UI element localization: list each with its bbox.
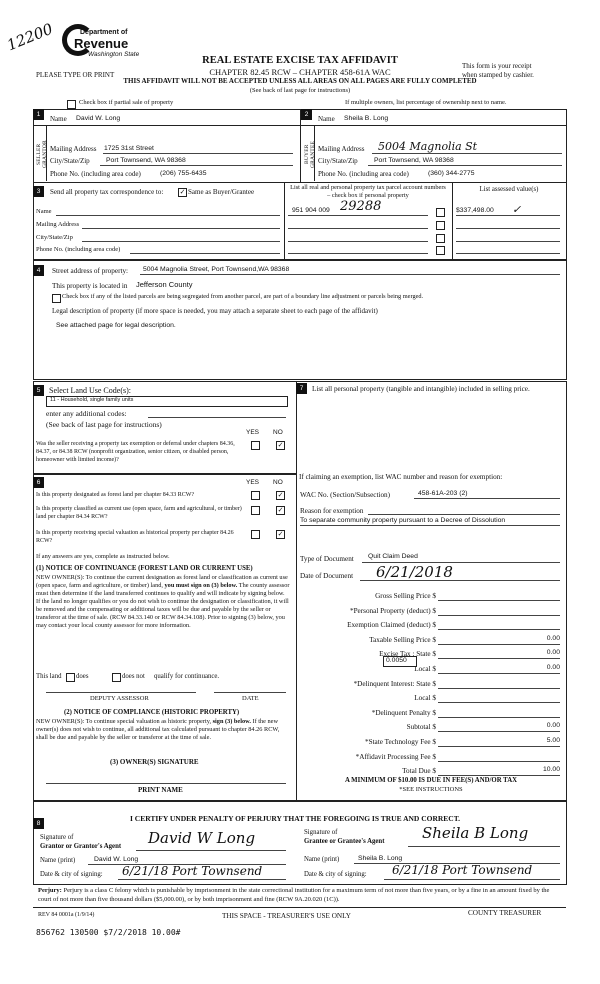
located-label: This property is located in <box>52 282 128 290</box>
s3-phone-label: Phone No. (including area code) <box>36 246 121 253</box>
perjury-label: Perjury: <box>38 887 62 894</box>
personal-property-checkbox-1[interactable] <box>436 208 445 217</box>
please-type-note: PLEASE TYPE OR PRINT <box>36 71 115 79</box>
reason-line-2 <box>300 525 560 526</box>
if-yes-instruction: If any answers are yes, complete as instructed below. <box>36 553 170 560</box>
buyer-side-rule <box>314 125 315 181</box>
section-1-number: 1 <box>33 109 44 120</box>
forest-yes-checkbox[interactable] <box>251 491 260 500</box>
grantee-date-line <box>384 879 560 880</box>
fee-value-12[interactable]: 10.00 <box>542 766 560 774</box>
notice1-body-a: NEW OWNER(S): To continue the current designation as forest land or classification as current use (open space, farm and agriculture, or timber) land, <box>36 574 288 589</box>
exemption-question: Was the seller receiving a property tax exemption or deferral under chapters 84.36, 84.37, or 84.38 RCW (nonprofit organization, senior citizen, or disabled person, homeowner with limited income)? <box>36 441 235 463</box>
fee-line-9 <box>438 731 560 732</box>
section-3-divider-2 <box>452 182 453 259</box>
partial-sale-label: Check box if partial sale of property <box>79 99 174 106</box>
doc-date-label: Date of Document <box>300 572 354 580</box>
section-6 <box>33 474 297 801</box>
s6-no-header: NO <box>273 479 283 486</box>
fee-value-5[interactable]: 0.00 <box>546 664 560 671</box>
see-instructions-note: *SEE INSTRUCTIONS <box>399 786 463 793</box>
notice-compliance-title: (2) NOTICE OF COMPLIANCE (HISTORIC PROPERTY) <box>64 709 240 716</box>
segregated-checkbox[interactable] <box>52 294 61 303</box>
department-of-revenue-logo <box>62 20 150 68</box>
wac-label: WAC No. (Section/Subsection) <box>300 491 391 499</box>
grantor-date-line <box>118 879 286 880</box>
buyer-mail-field[interactable]: 5004 Magnolia St <box>378 140 478 153</box>
grantee-sig-label: Signature of <box>304 829 338 836</box>
receipt-note-2: when stamped by cashier. <box>462 71 534 79</box>
qualify-label: qualify for continuance. <box>154 673 220 680</box>
fee-label-0: Gross Selling Price $ <box>375 592 436 600</box>
buyer-mail-line <box>372 153 562 154</box>
checkmark-icon: ✓ <box>512 203 522 216</box>
exemption-yes-checkbox[interactable] <box>251 441 260 450</box>
seller-city-line <box>100 165 293 166</box>
forest-no-checkbox[interactable]: ✓ <box>277 491 284 499</box>
seller-mail-label: Mailing Address <box>50 145 97 153</box>
wac-field[interactable]: 458-61A-203 (2) <box>418 490 468 497</box>
reason-line <box>368 514 560 515</box>
notice2-body-a: NEW OWNER(S): To continue special valuation as historic property, <box>36 718 212 725</box>
grantee-agent-label: Grantee or Grantee's Agent <box>304 838 385 845</box>
wac-line <box>414 498 560 499</box>
historic-yes-checkbox[interactable] <box>251 530 260 539</box>
current-use-question: Is this property classified as current use (open space, farm and agricultural, or timber) land per chapter 84.34 RCW? <box>36 506 242 520</box>
fee-line-5 <box>438 673 560 674</box>
legal-description-label: Legal description of property (if more space is needed, you may attach a separate sheet to each page of the affidavit) <box>52 307 378 315</box>
assessor-date-line[interactable] <box>214 692 286 693</box>
parcel-handwritten: 29288 <box>340 199 382 214</box>
buyer-phone-field[interactable]: (360) 344-2775 <box>428 170 475 177</box>
fee-value-3[interactable]: 0.00 <box>546 634 560 642</box>
owner-signature-label: (3) OWNER(S) SIGNATURE <box>110 758 199 766</box>
seller-mail-field[interactable]: 1725 31st Street <box>104 145 154 152</box>
form-title: REAL ESTATE EXCISE TAX AFFIDAVIT <box>202 55 398 66</box>
grantor-agent-label: Grantor or Grantor's Agent <box>40 843 122 850</box>
section-3-number: 3 <box>33 186 44 197</box>
county-treasurer-label: COUNTY TREASURER <box>468 909 542 917</box>
parcel-line-3 <box>288 241 428 242</box>
fee-line-2 <box>438 629 560 630</box>
historic-no-checkbox[interactable]: ✓ <box>277 530 284 538</box>
s3-mail-label: Mailing Address <box>36 221 80 228</box>
buyer-mail-label: Mailing Address <box>318 145 365 153</box>
same-as-buyer-checkbox[interactable]: ✓ <box>179 188 186 196</box>
section-7-number: 7 <box>296 383 307 394</box>
section-6-number: 6 <box>33 477 44 488</box>
section-4 <box>33 260 567 380</box>
s5-see-back: (See back of last page for instructions) <box>46 420 162 429</box>
fee-label-10: *State Technology Fee $ <box>364 738 436 746</box>
parcel-number-1[interactable]: 951 904 009 <box>292 207 330 214</box>
fee-label-9: Subtotal $ <box>406 723 436 732</box>
fee-line-4 <box>438 658 560 659</box>
grantee-print-label: Name (print) <box>304 856 340 863</box>
grantor-print-name[interactable]: David W. Long <box>94 856 139 863</box>
notice1-body-b: The county assessor must then determine if the land transferred continues to qualify and will indicate by signing below. If the land no longer qualifies or you do not wish to continue the designation or classification, it will be removed and the compensating or additional taxes will be due and payable by the seller or transferor at the time of sale. (RCW 84.33.140 or RCW 84.34.108). Prior to signing (3) below, you may contact your local county assessor for more information. <box>36 582 290 629</box>
seller-phone-field[interactable]: (206) 755-6435 <box>160 170 207 177</box>
grantor-print-label: Name (print) <box>40 857 76 864</box>
additional-codes-field[interactable] <box>148 417 286 418</box>
fee-label-2: Exemption Claimed (deduct) $ <box>347 621 436 630</box>
doc-type-label: Type of Document <box>300 555 354 563</box>
notice2-body-b: If the new owner(s) does not wish to continue, all additional tax calculated pursuant to chapter 84.26 RCW, shall be due and payable by the seller or transferor at the time of sale. <box>36 718 280 741</box>
grantor-date-city[interactable]: 6/21/18 Port Townsend <box>122 864 263 878</box>
fee-line-10 <box>438 746 560 747</box>
street-address-field[interactable]: 5004 Magnolia Street, Port Townsend,WA 98368 <box>143 266 290 273</box>
form-revision: REV 84 0001a (1/9/14) <box>38 912 95 918</box>
exemption-claim-label: If claiming an exemption, list WAC number and reason for exemption: <box>299 473 503 481</box>
fee-label-7: Local $ <box>414 694 436 703</box>
land-use-value: 11 - Household, single family units <box>50 397 134 403</box>
grantee-print-name[interactable]: Sheila B. Long <box>358 855 403 862</box>
current-use-yes-checkbox[interactable] <box>251 506 260 515</box>
grantee-date-city[interactable]: 6/21/18 Port Townsend <box>392 863 533 877</box>
current-use-no-checkbox[interactable]: ✓ <box>277 506 284 514</box>
street-line <box>140 274 560 275</box>
parcel-line-2 <box>288 228 428 229</box>
fee-value-10[interactable]: 5.00 <box>546 737 560 744</box>
assessed-line-1 <box>456 215 560 216</box>
fee-label-11: *Affidavit Processing Fee $ <box>355 752 436 761</box>
buyer-phone-label: Phone No. (including area code) <box>318 170 409 178</box>
fee-label-5: Local $ <box>414 665 436 673</box>
local-rate-value: 0.0050 <box>386 657 407 664</box>
grantor-date-label: Date & city of signing: <box>40 871 103 878</box>
buyer-city-label: City/State/Zip <box>318 157 358 165</box>
exemption-no-checkbox[interactable]: ✓ <box>277 441 284 449</box>
parties-name-rule <box>33 125 566 126</box>
seller-side-label: SELLER GRANTOR <box>36 140 48 168</box>
doc-date-field[interactable]: 6/21/2018 <box>376 563 453 581</box>
s3-mail-field[interactable] <box>82 228 280 229</box>
personal-property-checkbox-2[interactable] <box>436 221 445 230</box>
does-not-label: does not <box>122 673 145 680</box>
s3-city-label: City/State/Zip <box>36 234 73 241</box>
historic-question: Is this property receiving special valuation as historical property per chapter 84.26 RCW? <box>36 530 234 544</box>
assessed-line-4 <box>456 253 560 254</box>
section-4-number: 4 <box>33 265 44 276</box>
parcel-line-1 <box>288 215 428 216</box>
land-use-label: Select Land Use Code(s): <box>49 386 131 395</box>
grantor-sig-label: Signature of <box>40 834 74 841</box>
form-warning: THIS AFFIDAVIT WILL NOT BE ACCEPTED UNLESS ALL AREAS ON ALL PAGES ARE FULLY COMPLETED <box>123 77 477 85</box>
parcel-line-4 <box>288 253 428 254</box>
seller-city-field[interactable]: Port Townsend, WA 98368 <box>106 157 186 164</box>
buyer-city-line <box>368 165 562 166</box>
grantee-date-label: Date & city of signing: <box>304 871 367 878</box>
s3-name-label: Name <box>36 208 52 215</box>
buyer-name-field[interactable]: Sheila B. Long <box>344 115 389 122</box>
notice2-bold: sign (3) below. <box>212 718 251 725</box>
seller-name-label: Name <box>50 115 67 123</box>
personal-property-checkbox-4[interactable] <box>436 246 445 255</box>
does-label: does <box>76 673 89 680</box>
notice1-bold: you must sign on (3) below. <box>164 582 238 589</box>
multiple-owners-note: If multiple owners, list percentage of ownership next to name. <box>345 99 507 106</box>
fee-line-11 <box>438 761 560 762</box>
corner-handwritten-note: 12200 <box>4 19 56 55</box>
perjury-notice <box>38 886 564 904</box>
agency-line1: Department of <box>80 29 128 36</box>
segregated-label: Check box if any of the listed parcels are being segregated from another parcel, are part of a boundary line adjustment or parcels being merged. <box>62 293 424 300</box>
s5-no-header: NO <box>273 429 283 436</box>
fee-label-12: Total Due $ <box>402 767 436 776</box>
legal-description-field[interactable]: See attached page for legal description. <box>56 322 176 329</box>
notice-continuance-body <box>36 574 290 630</box>
agency-line3: Washington State <box>88 51 140 58</box>
send-correspondence-label: Send all property tax correspondence to: <box>50 188 164 196</box>
land-does-not-checkbox[interactable] <box>112 673 121 682</box>
fee-line-6 <box>438 688 560 689</box>
personal-property-list-label: List all personal property (tangible and intangible) included in selling price. <box>312 385 530 393</box>
footer-rule <box>33 907 566 908</box>
reason-field[interactable]: To separate community property pursuant to a Decree of Dissolution <box>300 517 506 524</box>
assessed-line-2 <box>456 228 560 229</box>
see-back-note: (See back of last page for instructions) <box>249 87 351 94</box>
fee-line-0 <box>438 600 560 601</box>
grantor-sig-line <box>136 850 286 851</box>
forest-land-question: Is this property designated as forest land per chapter 84.33 RCW? <box>36 492 195 498</box>
doc-type-field[interactable]: Quit Claim Deed <box>368 553 418 560</box>
treasurer-stamp: 856762 130500 $7/2/2018 10.00# <box>36 928 181 937</box>
print-name-line[interactable] <box>46 783 286 784</box>
assessed-line-3 <box>456 241 560 242</box>
deputy-assessor-line[interactable] <box>46 692 196 693</box>
buyer-side-label: BUYER GRANTEE <box>304 140 316 168</box>
minimum-fee-note: A MINIMUM OF $10.00 IS DUE IN FEE(S) AND/OR TAX <box>344 777 518 784</box>
grantee-sig-line <box>408 846 560 847</box>
seller-city-label: City/State/Zip <box>50 157 90 165</box>
certify-statement: I CERTIFY UNDER PENALTY OF PERJURY THAT THE FOREGOING IS TRUE AND CORRECT. <box>130 814 461 823</box>
fee-line-8 <box>438 717 560 718</box>
buyer-name-label: Name <box>318 115 335 123</box>
s5-yes-header: YES <box>246 429 260 436</box>
print-name-label: PRINT NAME <box>138 786 183 794</box>
assessed-header: List assessed value(s) <box>479 186 539 193</box>
land-does-checkbox[interactable] <box>66 673 75 682</box>
street-label: Street address of property: <box>52 267 129 275</box>
assessor-date-label: DATE <box>242 695 259 702</box>
receipt-note-1: This form is your receipt <box>462 62 532 70</box>
agency-line2: Revenue <box>74 36 129 51</box>
additional-codes-label: enter any additional codes: <box>46 409 127 418</box>
doc-date-line <box>360 580 560 581</box>
assessed-value-1[interactable]: $337,498.00 <box>456 207 494 214</box>
s3-city-field[interactable] <box>82 241 280 242</box>
same-as-buyer-label: Same as Buyer/Grantee <box>188 188 255 196</box>
seller-mail-line <box>103 153 293 154</box>
reason-label: Reason for exemption <box>300 507 364 515</box>
personal-property-checkbox-3[interactable] <box>436 234 445 243</box>
notice-continuance-title: (1) NOTICE OF CONTINUANCE (FOREST LAND OR CURRENT USE) <box>36 565 253 572</box>
seller-side-rule <box>46 125 47 181</box>
s6-yes-header: YES <box>246 479 260 486</box>
section-2-number: 2 <box>301 109 312 120</box>
fee-value-9[interactable]: 0.00 <box>546 722 560 730</box>
fee-line-3 <box>438 644 560 645</box>
grantee-signature[interactable]: Sheila B Long <box>422 824 529 842</box>
section-3-divider <box>284 182 285 259</box>
form-subtitle: CHAPTER 82.45 RCW – CHAPTER 458-61A WAC <box>209 67 391 77</box>
s3-phone-field[interactable] <box>130 253 280 254</box>
parcel-list-header: List all real and personal property tax parcel account numbers – check box if personal property <box>290 184 446 199</box>
fee-label-3: Taxable Selling Price $ <box>369 635 436 644</box>
fee-value-4[interactable]: 0.00 <box>546 649 560 657</box>
partial-sale-checkbox[interactable] <box>67 100 76 109</box>
fee-line-1 <box>438 615 560 616</box>
fee-line-7 <box>438 702 560 703</box>
section-5-number: 5 <box>33 385 44 396</box>
seller-phone-label: Phone No. (including area code) <box>50 170 141 178</box>
buyer-city-field[interactable]: Port Townsend, WA 98368 <box>374 157 454 164</box>
perjury-text: Perjury is a class C felony which is punishable by imprisonment in the state correctional institution for a maximum term of not more than five years, or by a fine in an amount fixed by the court of not more than five thousand dollars ($5,000.00), or by both imprisonment and fine (RCW 9A.20.020 (1C)). <box>38 887 550 903</box>
fee-label-4: Excise Tax : State $ <box>379 650 436 659</box>
treasurer-space-label: THIS SPACE - TREASURER'S USE ONLY <box>222 912 351 920</box>
grantor-signature[interactable]: David W Long <box>148 829 256 847</box>
fee-label-8: *Delinquent Penalty $ <box>371 708 436 717</box>
this-land-label: This land <box>36 673 62 680</box>
fee-label-6: *Delinquent Interest: State $ <box>353 679 436 688</box>
fee-label-1: *Personal Property (deduct) $ <box>349 606 436 615</box>
seller-name-field[interactable]: David W. Long <box>76 115 121 122</box>
county-field[interactable]: Jefferson County <box>136 280 193 289</box>
section-8-number: 8 <box>33 818 44 829</box>
deputy-assessor-label: DEPUTY ASSESSOR <box>90 695 149 702</box>
notice-compliance-body <box>36 718 290 742</box>
s3-name-field[interactable] <box>56 215 280 216</box>
